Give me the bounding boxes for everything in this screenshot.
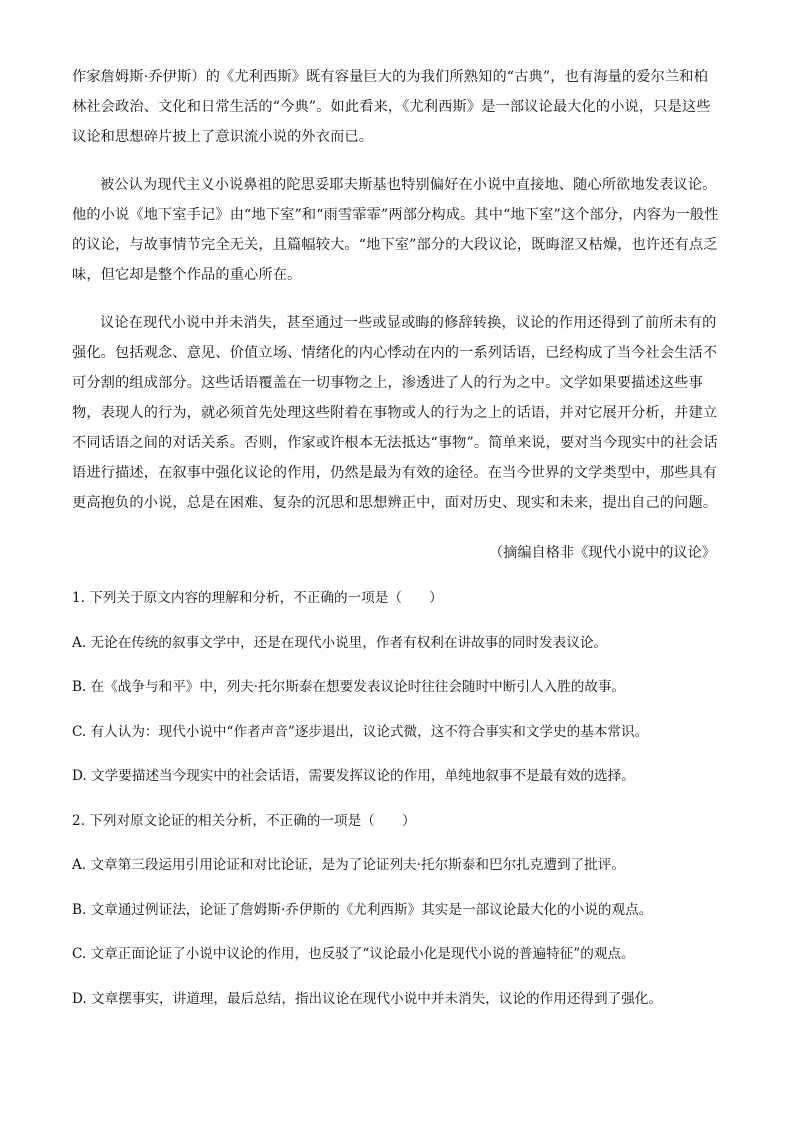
question-2-option-d: D. 文章摆事实，讲道理，最后总结，指出议论在现代小说中并未消失，议论的作用还得到了强化。 bbox=[72, 991, 662, 1007]
question-1-option-d: D. 文学要描述当今现实中的社会话语，需要发挥议论的作用，单纯地叙事不是最有效的选择。 bbox=[72, 768, 635, 784]
question-2-stem: 2. 下列对原文论证的相关分析，不正确的一项是（ ） bbox=[72, 813, 416, 829]
question-1-option-b: B. 在《战争与和平》中，列夫·托尔斯泰在想要发表议论时往往会随时中断引人入胜的故事。 bbox=[72, 679, 626, 695]
question-1-option-a: A. 无论在传统的叙事文学中，还是在现代小说里，作者有权利在讲故事的同时发表议论。 bbox=[72, 635, 608, 651]
question-2-option-b: B. 文章通过例证法，论证了詹姆斯·乔伊斯的《尤利西斯》其实是一部议论最大化的小说的观点。 bbox=[72, 902, 653, 918]
article-source: （摘编自格非《现代小说中的议论》 bbox=[488, 545, 716, 561]
question-1-stem: 1. 下列关于原文内容的理解和分析，不正确的一项是（ ） bbox=[72, 590, 443, 606]
question-2-option-c: C. 文章正面论证了小说中议论的作用，也反驳了“议论最小化是现代小说的普遍特征”的观点。 bbox=[72, 946, 635, 962]
article-paragraph-1: 作家詹姆斯·乔伊斯）的《尤利西斯》既有容量巨大的为我们所熟知的“古典”，也有海量的爱尔兰和柏林社会政治、文化和日常生活的“今典”。如此看来，《尤利西斯》是一部议论最大化的小说，只是这些议论和思想碎片披上了意识流小说的外衣而已。 bbox=[72, 69, 711, 145]
question-2-option-a: A. 文章第三段运用引用论证和对比论证，是为了论证列夫·托尔斯泰和巴尔扎克遭到了批评。 bbox=[72, 857, 625, 873]
question-1-option-c: C. 有人认为：现代小说中“作者声音”逐步退出，议论式微，这不符合事实和文学史的基本常识。 bbox=[72, 724, 649, 740]
article-paragraph-3: 议论在现代小说中并未消失，甚至通过一些或显或晦的修辞转换，议论的作用还得到了前所未有的强化。包括观念、意见、价值立场、情绪化的内心悸动在内的一系列话语，已经构成了当今社会生活不可分割的组成部分。这些话语覆盖在一切事物之上，渗透进了人的行为之中。文学如果要描述这些事物，表现人的行为，就必须首先处理这些附着在事物或人的行为之上的话语，并对它展开分析，并建立不同话语之间的对话关系。否则，作家或许根本无法抵达“事物”。简单来说，要对当今现实中的社会话语进行描述，在叙事中强化议论的作用，仍然是最为有效的途径。在当今世界的文学类型中，那些具有更高抱负的小说，总是在困难、复杂的沉思和思想辨正中，面对历史、现实和未来，提出自己的问题。 bbox=[72, 315, 718, 511]
article-paragraph-2: 被公认为现代主义小说鼻祖的陀思妥耶夫斯基也特别偏好在小说中直接地、随心所欲地发表议论。他的小说《地下室手记》由“地下室”和“雨雪霏霏”两部分构成。其中“地下室”这个部分，内容为一般性的议论，与故事情节完全无关，且篇幅较大。“地下室”部分的大段议论，既晦涩又枯燥，也许还有点乏味，但它却是整个作品的重心所在。 bbox=[72, 177, 719, 283]
